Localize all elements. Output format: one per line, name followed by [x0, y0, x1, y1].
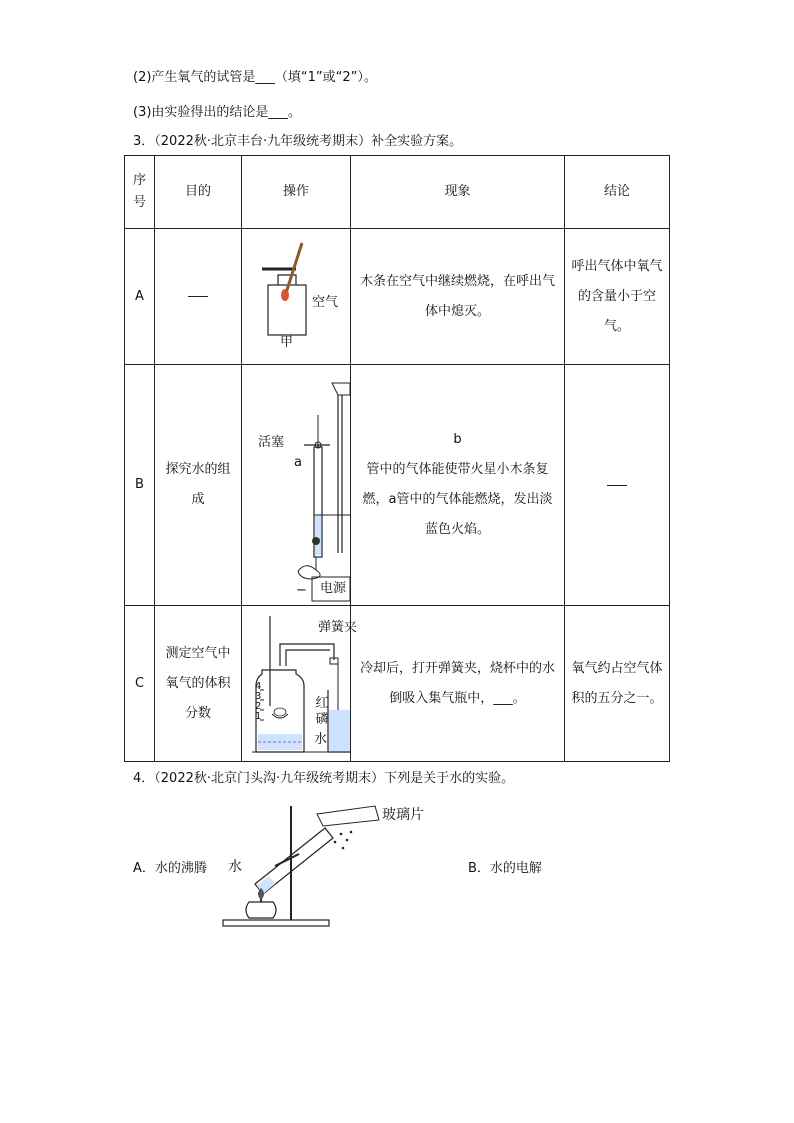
option-b-label: B．水的电解 [468, 861, 542, 876]
figure-c-scale-4: 4 [255, 681, 262, 692]
row-b-purpose: 探究水的组成 [155, 365, 242, 606]
row-b-phenomenon-b: b [453, 432, 462, 447]
glass-plate-label: 玻璃片 [382, 807, 424, 823]
figure-c-scale-2: 2 [255, 701, 262, 712]
header-operation: 操作 [242, 156, 351, 229]
row-a-conclusion: 呼出气体中氧气的含量小于空气。 [565, 229, 670, 365]
option-a-label: A．水的沸腾 [133, 861, 207, 876]
table-header-row [125, 156, 670, 229]
figure-b-minus-label: − [296, 583, 307, 598]
electrolysis-apparatus-figure [242, 365, 350, 605]
header-conclusion: 结论 [565, 156, 670, 229]
figure-b-a-label: a [294, 455, 302, 470]
row-c-purpose: 测定空气中氧气的体积分数 [155, 606, 242, 762]
table-row-a [125, 229, 670, 365]
figure-c-scale-1: 1 [255, 711, 262, 722]
row-a-purpose-blank [155, 229, 242, 365]
header-purpose: 目的 [155, 156, 242, 229]
row-a-id: A [125, 229, 155, 365]
boiling-water-apparatus-figure [215, 796, 395, 930]
item-4-heading: 4．（2022秋·北京门头沟·九年级统考期末）下列是关于水的实验。 [133, 771, 515, 786]
water-label: 水 [228, 859, 242, 875]
figure-b-power-label: 电源 [320, 581, 347, 596]
header-phenomenon: 现象 [351, 156, 565, 229]
item-3-heading: 3．（2022秋·北京丰台·九年级统考期末）补全实验方案。 [133, 134, 463, 149]
figure-a-air-label: 空气 [312, 295, 339, 310]
figure-a-jia-label: 甲 [280, 335, 294, 350]
figure-c-clamp-label: 弹簧夹 [318, 620, 358, 635]
row-c-conclusion: 氧气约占空气体积的五分之一。 [565, 606, 670, 762]
row-b-phenomenon-text: 管中的气体能使带火星小木条复燃，a管中的气体能燃烧，发出淡蓝色火焰。 [362, 462, 553, 537]
row-c-operation-figure [242, 606, 358, 762]
question-2-line: (2)产生氧气的试管是___（填“1”或“2”）。 [133, 70, 377, 85]
experiment-table [124, 155, 670, 762]
question-3-line: (3)由实验得出的结论是___。 [133, 105, 301, 120]
figure-c-phosphorus-label: 红磷 [315, 696, 329, 727]
figure-b-valve-label: 活塞 [258, 435, 285, 450]
row-c-id: C [125, 606, 155, 762]
row-b-operation-figure [242, 365, 351, 606]
row-b-id: B [125, 365, 155, 606]
row-b-conclusion-blank [565, 365, 670, 606]
table-row-c [125, 606, 670, 762]
row-a-operation-figure [242, 229, 351, 365]
row-a-phenomenon: 木条在空气中继续燃烧，在呼出气体中熄灭。 [351, 229, 565, 365]
figure-c-water-label: 水 [314, 732, 328, 747]
row-b-phenomenon [351, 365, 565, 606]
header-index: 序号 [125, 156, 155, 229]
table-row-b [125, 365, 670, 606]
row-c-phenomenon: 冷却后，打开弹簧夹，烧杯中的水倒吸入集气瓶中，___。 [351, 606, 565, 762]
figure-c-scale-3: 3 [255, 691, 262, 702]
